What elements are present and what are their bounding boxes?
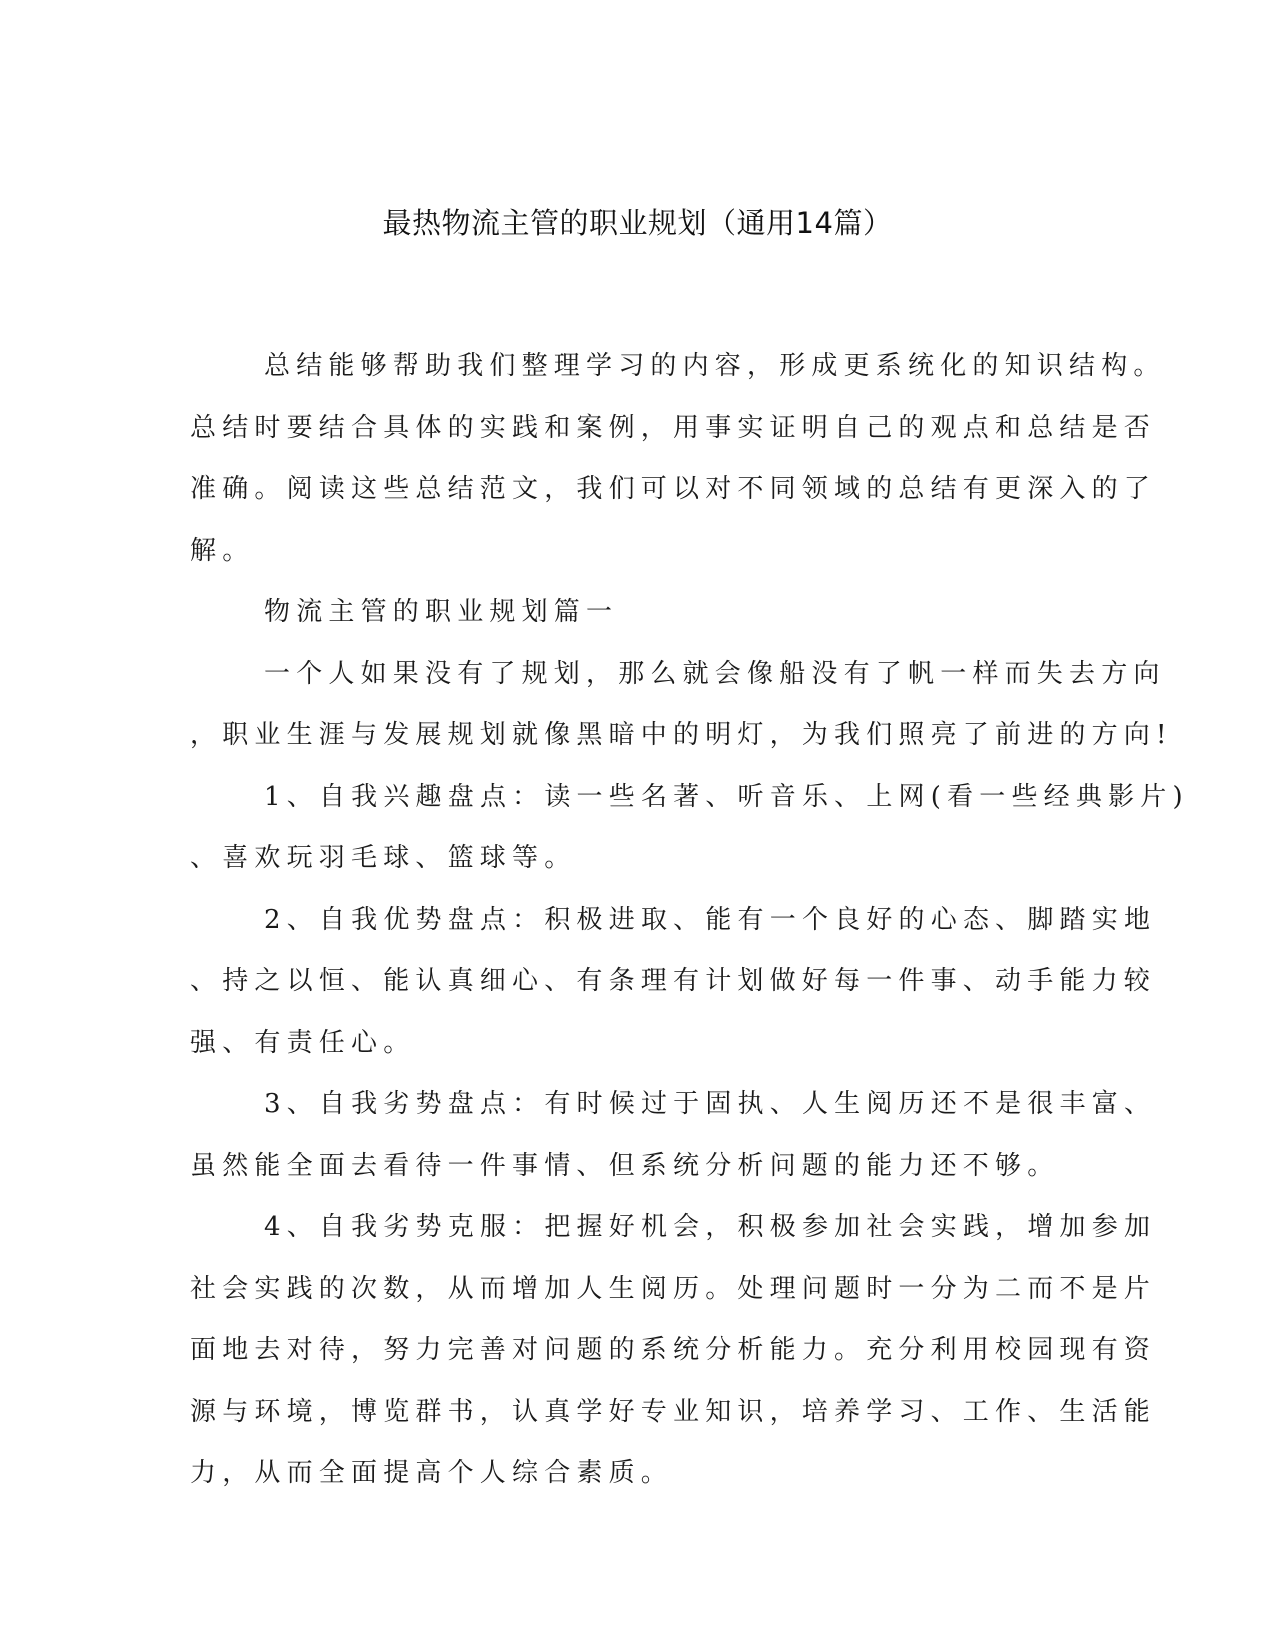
section-heading [190,582,1060,644]
paragraph-line: 、喜欢玩羽毛球、篮球等。 [190,843,577,873]
paragraph-intro [190,336,1166,582]
paragraph-line: 源与环境，博览群书，认真学好专业知识，培养学习、工作、生活能 [190,1396,1157,1427]
document-title: 最热物流主管的职业规划（通用14篇） [382,206,893,240]
paragraph-item-2 [190,890,1157,1075]
paragraph-item-3 [190,1074,1157,1197]
paragraph-line: 1、自我兴趣盘点：读一些名著、听音乐、上网(看一些经典影片) [264,781,1189,812]
paragraph-line: 总结时要结合具体的实践和案例，用事实证明自己的观点和总结是否 [190,412,1157,443]
paragraph-item-1 [190,767,1189,890]
paragraph-line: 社会实践的次数，从而增加人生阅历。处理问题时一分为二而不是片 [190,1273,1157,1304]
paragraph-line: 2、自我优势盘点：积极进取、能有一个良好的心态、脚踏实地 [264,904,1157,935]
paragraph-line: 面地去对待，努力完善对问题的系统分析能力。充分利用校园现有资 [190,1335,1157,1365]
paragraph-line: 、持之以恒、能认真细心、有条理有计划做好每一件事、动手能力较 [190,966,1157,996]
paragraph-line: 总结能够帮助我们整理学习的内容，形成更系统化的知识结构。 [264,351,1166,381]
paragraph-line: 强、有责任心。 [190,1027,416,1058]
paragraph-line: ，职业生涯与发展规划就像黑暗中的明灯，为我们照亮了前进的方向! [190,720,1173,750]
paragraph-line: 一个人如果没有了规划，那么就会像船没有了帆一样而失去方向 [264,658,1166,689]
paragraph-line: 4、自我劣势克服：把握好机会，积极参加社会实践，增加参加 [264,1212,1157,1242]
section-heading-text: 物流主管的职业规划篇一 [264,597,619,627]
paragraph-line: 力，从而全面提高个人综合素质。 [190,1458,674,1488]
paragraph-line: 解。 [190,535,255,566]
document-body [190,336,1189,1505]
paragraph-line: 虽然能全面去看待一件事情、但系统分析问题的能力还不够。 [190,1150,1060,1181]
paragraph-line: 准确。阅读这些总结范文，我们可以对不同领域的总结有更深入的了 [190,474,1157,504]
paragraph-opening [190,644,1173,767]
paragraph-item-4 [190,1197,1157,1505]
paragraph-line: 3、自我劣势盘点：有时候过于固执、人生阅历还不是很丰富、 [264,1089,1157,1119]
